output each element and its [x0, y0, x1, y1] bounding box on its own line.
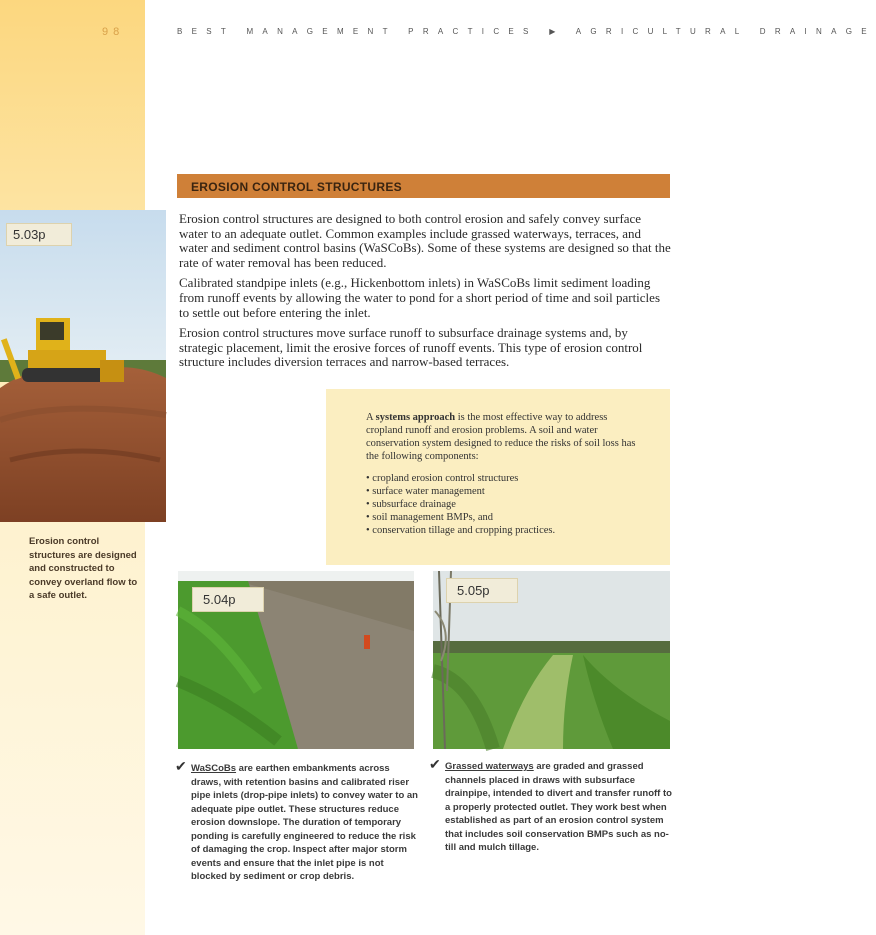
photo-caption-5-03p: Erosion control structures are designed and constructed to convey overland flow to a safe outlet.	[29, 536, 138, 601]
body-text	[179, 212, 672, 376]
photo-label-5-03p: 5.03p	[6, 223, 72, 246]
photo-label-5-05p: 5.05p	[446, 578, 518, 603]
photo-caption-5-04p	[175, 758, 421, 884]
systems-approach-callout	[326, 389, 670, 565]
callout-intro-bold: systems approach	[375, 412, 456, 423]
callout-intro	[366, 411, 636, 463]
section-title: EROSION CONTROL STRUCTURES	[191, 180, 402, 194]
callout-intro-after: is the most effective way to address cropland runoff and erosion problems. A soil and water conservation system designed to reduce the risks of soil loss has the following components:	[366, 412, 636, 462]
callout-list-item: • subsurface drainage	[366, 499, 456, 510]
callout-list-item: • surface water management	[366, 486, 485, 497]
bulldozer-image	[0, 210, 166, 522]
callout-list-item: • conservation tillage and cropping practices.	[366, 525, 556, 536]
caption-text-wascobs: are earthen embankments across draws, with retention basins and calibrated riser pipe inlets (drop-pipe inlets) to convey water to an adequate pipe outlet. These structures reduce erosion downslope. The duration of temporary ponding is carefully engineered to reduce the risk of damaging the crop. Inspect after major storm events and ensure that the inlet pipe is not blocked by sediment or crop debris.	[191, 763, 418, 882]
callout-list-item: • cropland erosion control structures	[366, 473, 519, 484]
checkmark-icon: ✔	[175, 758, 187, 774]
body-paragraph-3: Erosion control structures move surface runoff to subsurface drainage systems and, by strategic placement, limit the erosive forces of runoff events. This type of erosion control structure includes diversion terraces and narrow-based terraces.	[179, 325, 643, 370]
photo-bulldozer	[0, 210, 166, 522]
checkmark-icon: ✔	[429, 756, 441, 772]
running-head: BEST MANAGEMENT PRACTICES ▶ AGRICULTURAL DRAINAGE	[177, 27, 876, 36]
page-number: 98	[102, 26, 125, 38]
caption-term-grassed-waterways: Grassed waterways	[445, 761, 534, 772]
photo-caption-5-05p	[429, 756, 673, 855]
callout-intro-before: A	[366, 412, 376, 423]
callout-list-item: • soil management BMPs, and	[366, 512, 494, 523]
callout-list	[366, 472, 636, 537]
section-header	[177, 174, 670, 198]
caption-text-grassed-waterways: are graded and grassed channels placed in draws with subsurface drainpipe, intended to divert and transfer runoff to a properly protected outlet. They work best when established as part of an erosion control system that includes soil conservation BMPs such as no-till and mulch tillage.	[445, 761, 672, 853]
body-paragraph-1: Erosion control structures are designed to both control erosion and safely convey surface water to an adequate outlet. Common examples include grassed waterways, terraces, and water and sediment control basins (WaSCoBs). Some of these systems are designed so that the rate of water removal has been reduced.	[179, 211, 671, 270]
photo-label-5-04p: 5.04p	[192, 587, 264, 612]
caption-term-wascobs: WaSCoBs	[191, 763, 237, 774]
body-paragraph-2: Calibrated standpipe inlets (e.g., Hickenbottom inlets) in WaSCoBs limit sediment loading from runoff events by allowing the water to pond for a short period of time and soil particles to settle out before entering the inlet.	[179, 275, 660, 320]
